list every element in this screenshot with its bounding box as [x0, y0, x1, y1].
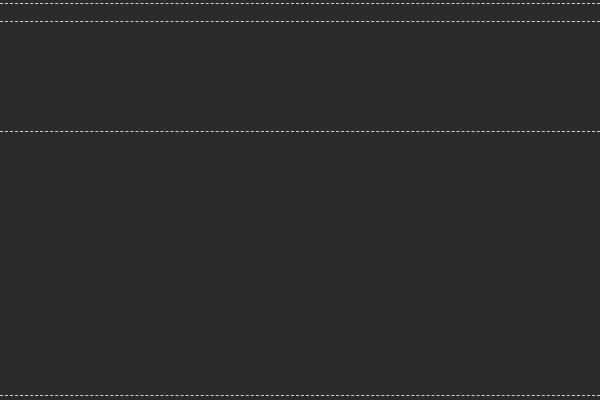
table-row: [0, 359, 19, 369]
table-row: [0, 253, 19, 263]
section-rule: [0, 131, 600, 132]
table-row: [0, 41, 19, 51]
table-row: [0, 83, 19, 93]
table-row: [0, 317, 19, 327]
header-rule: [0, 21, 600, 22]
bottom-rule: [0, 395, 600, 396]
table-row: [0, 264, 19, 274]
table-row: [0, 169, 19, 179]
table-row: [0, 381, 19, 391]
table-row: [0, 52, 19, 62]
table-row: [0, 370, 19, 380]
table-row: [0, 94, 19, 104]
table-row: [0, 200, 19, 210]
table-row: [0, 30, 19, 40]
table-row: [0, 211, 19, 221]
table-row: [0, 222, 19, 232]
table-row: [0, 158, 19, 168]
header-row: [0, 9, 19, 19]
table-row: [0, 275, 19, 285]
table-row: [0, 105, 19, 115]
table-row: [0, 306, 19, 316]
table-row: [0, 147, 19, 157]
table-row: [0, 328, 19, 338]
table-row: [0, 136, 19, 146]
top-rule: [0, 3, 600, 4]
